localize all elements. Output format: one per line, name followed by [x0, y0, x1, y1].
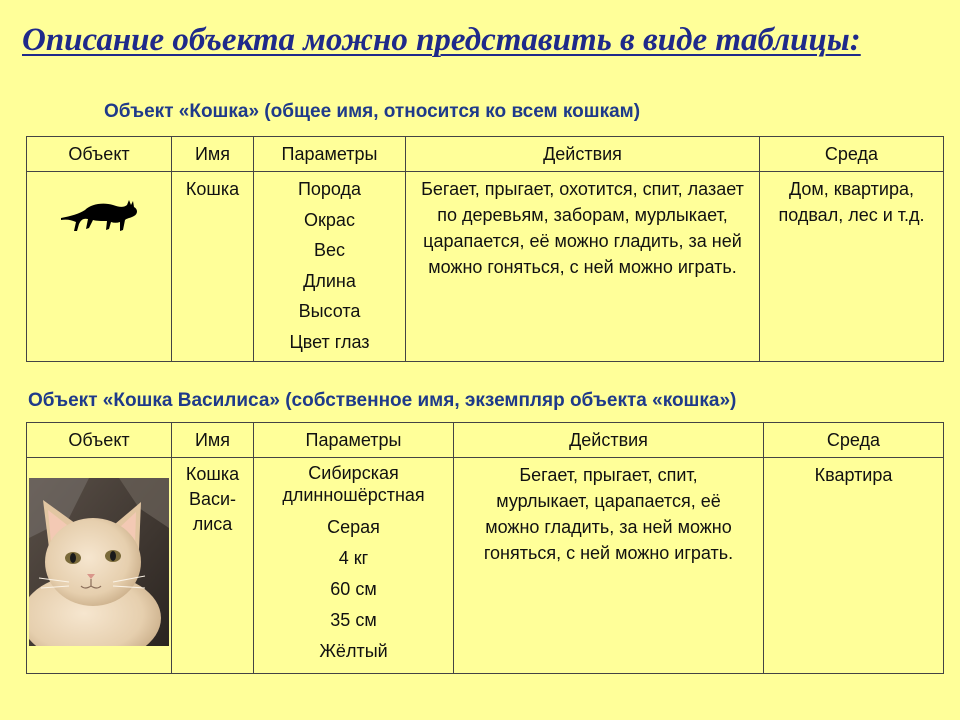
environment-text: Дом, квартира, подвал, лес и т.д. — [778, 179, 925, 225]
table2-caption: Объект «Кошка Василиса» (собственное имя, экземпляр объекта «кошка») — [28, 390, 737, 411]
params-cell — [254, 458, 454, 674]
actions-text: Бегает, прыгает, спит, мурлыкает, царапается, её можно гладить, за ней можно гоняться, с ней можно играть. — [483, 465, 734, 563]
params-list — [254, 458, 453, 667]
cat-vasilisa-table — [26, 422, 944, 674]
table-header-row — [27, 137, 944, 172]
table-header-row — [27, 423, 944, 458]
header-actions: Действия — [406, 137, 760, 172]
actions-text: Бегает, прыгает, охотится, спит, лазает по деревьям, заборам, мурлыкает, царапается, её можно гладить, за ней можно гоняться, с ней можно играть. — [421, 179, 744, 277]
environment-cell — [760, 172, 944, 362]
param-length: Длина — [303, 270, 356, 291]
header-actions: Действия — [454, 423, 764, 458]
param-length: 60 см — [330, 579, 377, 599]
param-color: Серая — [327, 517, 380, 537]
actions-cell — [454, 458, 764, 674]
table1-caption: Объект «Кошка» (общее имя, относится ко всем кошкам) — [104, 101, 641, 122]
param-height: Высота — [298, 301, 361, 321]
param-weight: 4 кг — [338, 548, 369, 568]
slide-title: Описание объекта можно представить в виде таблицы: — [22, 22, 861, 58]
header-params: Параметры — [254, 137, 406, 172]
header-name: Имя — [172, 137, 254, 172]
table-row — [27, 172, 944, 362]
name-cell — [172, 458, 254, 674]
param-eye-color: Цвет глаз — [289, 331, 370, 352]
header-object: Объект — [27, 423, 172, 458]
actions-cell — [406, 172, 760, 362]
header-object: Объект — [27, 137, 172, 172]
environment-text: Квартира — [814, 465, 893, 485]
object-cell — [27, 172, 172, 362]
param-color: Окрас — [304, 209, 355, 230]
param-weight: Вес — [313, 240, 346, 260]
header-environment: Среда — [760, 137, 944, 172]
params-cell — [254, 172, 406, 362]
cat-photo-image — [29, 478, 169, 646]
cat-name: Кошка Васи-лиса — [185, 464, 240, 534]
params-list — [254, 172, 405, 357]
cat-general-table — [26, 136, 944, 362]
param-height: 35 см — [330, 610, 377, 630]
black-cat-silhouette-icon — [59, 196, 139, 236]
object-cell — [27, 458, 172, 674]
cat-name: Кошка — [185, 179, 240, 199]
environment-cell — [764, 458, 944, 674]
param-breed: Сибирская длинношёрстная — [282, 463, 425, 505]
param-eye-color: Жёлтый — [319, 641, 388, 661]
name-cell — [172, 172, 254, 362]
param-breed: Порода — [297, 179, 362, 199]
table-row — [27, 458, 944, 674]
header-params: Параметры — [254, 423, 454, 458]
header-name: Имя — [172, 423, 254, 458]
header-environment: Среда — [764, 423, 944, 458]
